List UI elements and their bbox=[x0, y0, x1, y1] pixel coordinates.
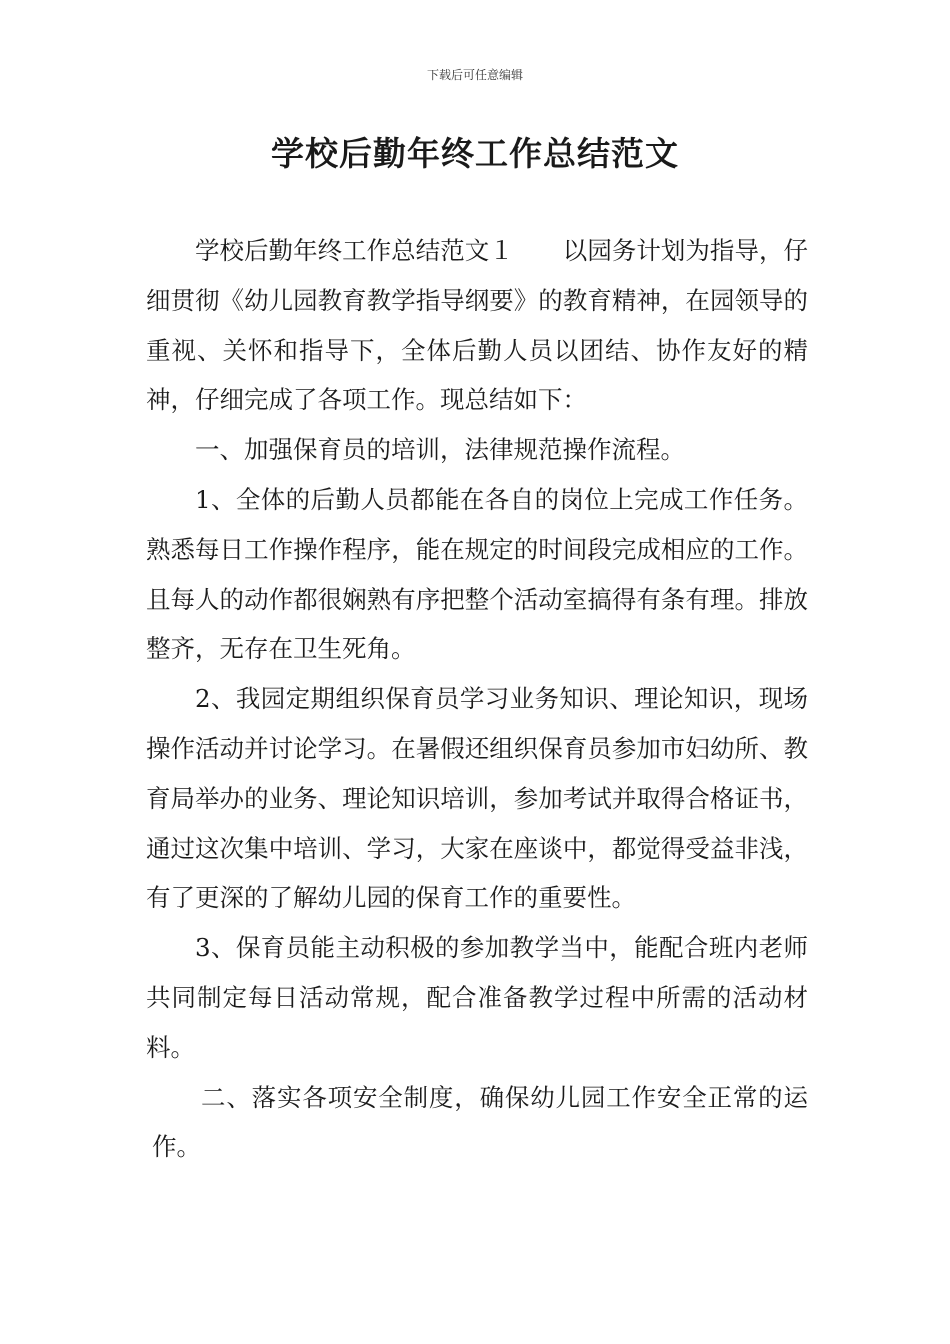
paragraph-intro: 学校后勤年终工作总结范文１ 以园务计划为指导，仔细贯彻《幼儿园教育教学指导纲要》的教育精神，在园领导的重视、关怀和指导下，全体后勤人员以团结、协作友好的精神，仔细完成了各项工作。现总结如下： bbox=[146, 236, 808, 415]
paragraph-item-3: 3、保育员能主动积极的参加教学当中，能配合班内老师共同制定每日活动常规，配合准备教学过程中所需的活动材料。 bbox=[146, 933, 808, 1062]
document-title: 学校后勤年终工作总结范文 bbox=[271, 134, 679, 173]
paragraph-section-2-heading: 二、落实各项安全制度，确保幼儿园工作安全正常的运作。 bbox=[152, 1082, 808, 1162]
paragraph-section-1-heading: 一、加强保育员的培训，法律规范操作流程。 bbox=[195, 435, 685, 465]
document-body bbox=[146, 226, 808, 1172]
paragraph-item-1: 1、全体的后勤人员都能在各自的岗位上完成工作任务。熟悉每日工作操作程序，能在规定的时间段完成相应的工作。且每人的动作都很娴熟有序把整个活动室搞得有条有理。排放整齐，无存在卫生死角。 bbox=[146, 484, 808, 664]
header-note: 下载后可任意编辑 bbox=[426, 68, 523, 82]
paragraph-item-2: 2、我园定期组织保育员学习业务知识、理论知识，现场操作活动并讨论学习。在暑假还组织保育员参加市妇幼所、教育局举办的业务、理论知识培训，参加考试并取得合格证书，通过这次集中培训、学习，大家在座谈中，都觉得受益非浅，有了更深的了解幼儿园的保育工作的重要性。 bbox=[146, 684, 808, 913]
